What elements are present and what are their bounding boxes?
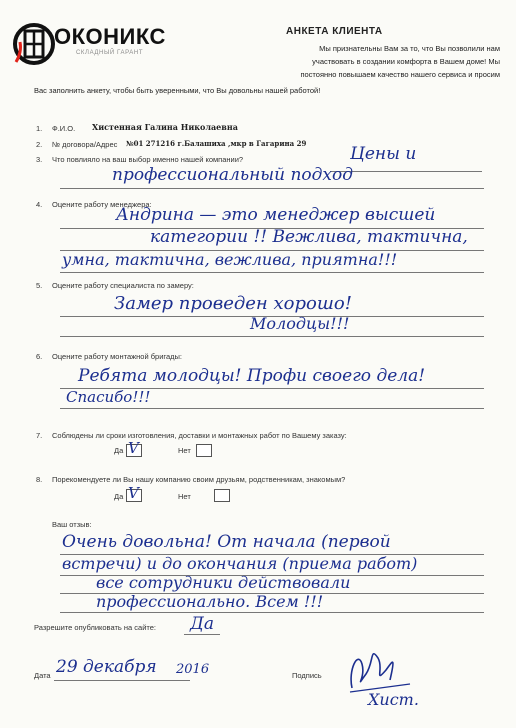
q8-no-checkbox[interactable] (214, 489, 230, 502)
review-label: Ваш отзыв: (52, 520, 92, 529)
answer-line (60, 272, 484, 273)
logo-tagline: СКЛАДНЫЙ ГАРАНТ (76, 50, 144, 56)
logo-emblem-icon (10, 22, 56, 68)
q6-answer-line: Спасибо!!! (66, 388, 151, 406)
q7-label: Соблюдены ли сроки изготовления, доставки и монтажных работ по Вашему заказу: (52, 431, 347, 440)
q3-answer-line: Цены и (350, 144, 417, 164)
q4-answer-line: категории !! Вежлива, тактична, (150, 227, 468, 247)
q8-number: 8. (36, 475, 43, 484)
q8-yes-checkbox[interactable] (126, 484, 142, 502)
q3-number: 3. (36, 155, 43, 164)
date-value: 29 декабря (56, 657, 157, 677)
q1-number: 1. (36, 124, 43, 133)
q8-no-label: Нет (178, 492, 191, 501)
q8-yes-label: Да (114, 492, 124, 501)
review-answer-line: встречи) и до окончания (приема работ) (62, 554, 418, 573)
date-line (54, 680, 190, 681)
q7-no-label: Нет (178, 446, 191, 455)
q4-label: Оцените работу менеджера: (52, 200, 152, 209)
q4-number: 4. (36, 200, 43, 209)
answer-line (60, 336, 484, 337)
logo-brand-name: ОКОНИКС (54, 24, 166, 49)
q4-answer-line: умна, тактична, вежлива, приятна!!! (62, 250, 398, 269)
signature-label: Подпись (292, 671, 322, 680)
q4-answer-line: Андрина — это менеджер высшей (116, 205, 436, 225)
form-title: АНКЕТА КЛИЕНТА (286, 26, 383, 37)
answer-line (60, 612, 484, 613)
intro-line: постоянно повышаем качество нашего сервиса и просим (300, 70, 500, 79)
answer-line (60, 408, 484, 409)
q7-yes-checkbox[interactable] (126, 439, 142, 457)
q2-value: №01 271216 г.Балашиха ,мкр в Гагарина 29 (126, 139, 307, 148)
q6-number: 6. (36, 352, 43, 361)
logo (10, 22, 200, 64)
review-answer-line: Очень довольна! От начала (первой (62, 532, 391, 552)
q6-label: Оцените работу монтажной бригады: (52, 352, 182, 361)
signature-text: Хист. (368, 690, 419, 709)
intro-line: участвовать в создании комфорта в Вашем доме! Мы (312, 57, 500, 66)
q5-answer-line: Молодцы!!! (250, 314, 350, 333)
q2-label: № договора/Адрес (52, 140, 118, 149)
q8-label: Порекомендуете ли Вы нашу компанию своим друзьям, родственникам, знакомым? (52, 475, 346, 484)
date-label: Дата (34, 671, 51, 680)
date-year: 2016 (176, 662, 210, 677)
consent-value: Да (190, 614, 214, 634)
intro-text (200, 42, 500, 81)
q3-answer-line: профессиональный подход (112, 165, 354, 185)
review-answer-line: профессионально. Всем !!! (96, 592, 324, 611)
review-answer-line: все сотрудники действовали (96, 573, 351, 592)
answer-line (184, 634, 220, 635)
q5-number: 5. (36, 281, 43, 290)
q5-label: Оцените работу специалиста по замеру: (52, 281, 194, 290)
intro-text-last: Вас заполнить анкету, чтобы быть уверенными, что Вы довольны нашей работой! (34, 86, 321, 95)
q5-answer-line: Замер проведен хорошо! (114, 293, 352, 314)
q3-label: Что повлияло на ваш выбор именно нашей компании? (52, 155, 244, 164)
q1-label: Ф.И.О. (52, 124, 76, 133)
q1-value: Хистенная Галина Николаевна (92, 122, 238, 132)
q8-yes-mark: V (128, 484, 139, 502)
q7-yes-mark: V (128, 439, 139, 457)
q7-number: 7. (36, 431, 43, 440)
q6-answer-line: Ребята молодцы! Профи своего дела! (78, 366, 426, 386)
intro-line: Мы признательны Вам за то, что Вы позволили нам (319, 44, 500, 53)
q7-yes-label: Да (114, 446, 124, 455)
consent-label: Разрешите опубликовать на сайте: (34, 623, 157, 632)
q7-no-checkbox[interactable] (196, 444, 212, 457)
q2-number: 2. (36, 140, 43, 149)
answer-line (60, 188, 484, 189)
